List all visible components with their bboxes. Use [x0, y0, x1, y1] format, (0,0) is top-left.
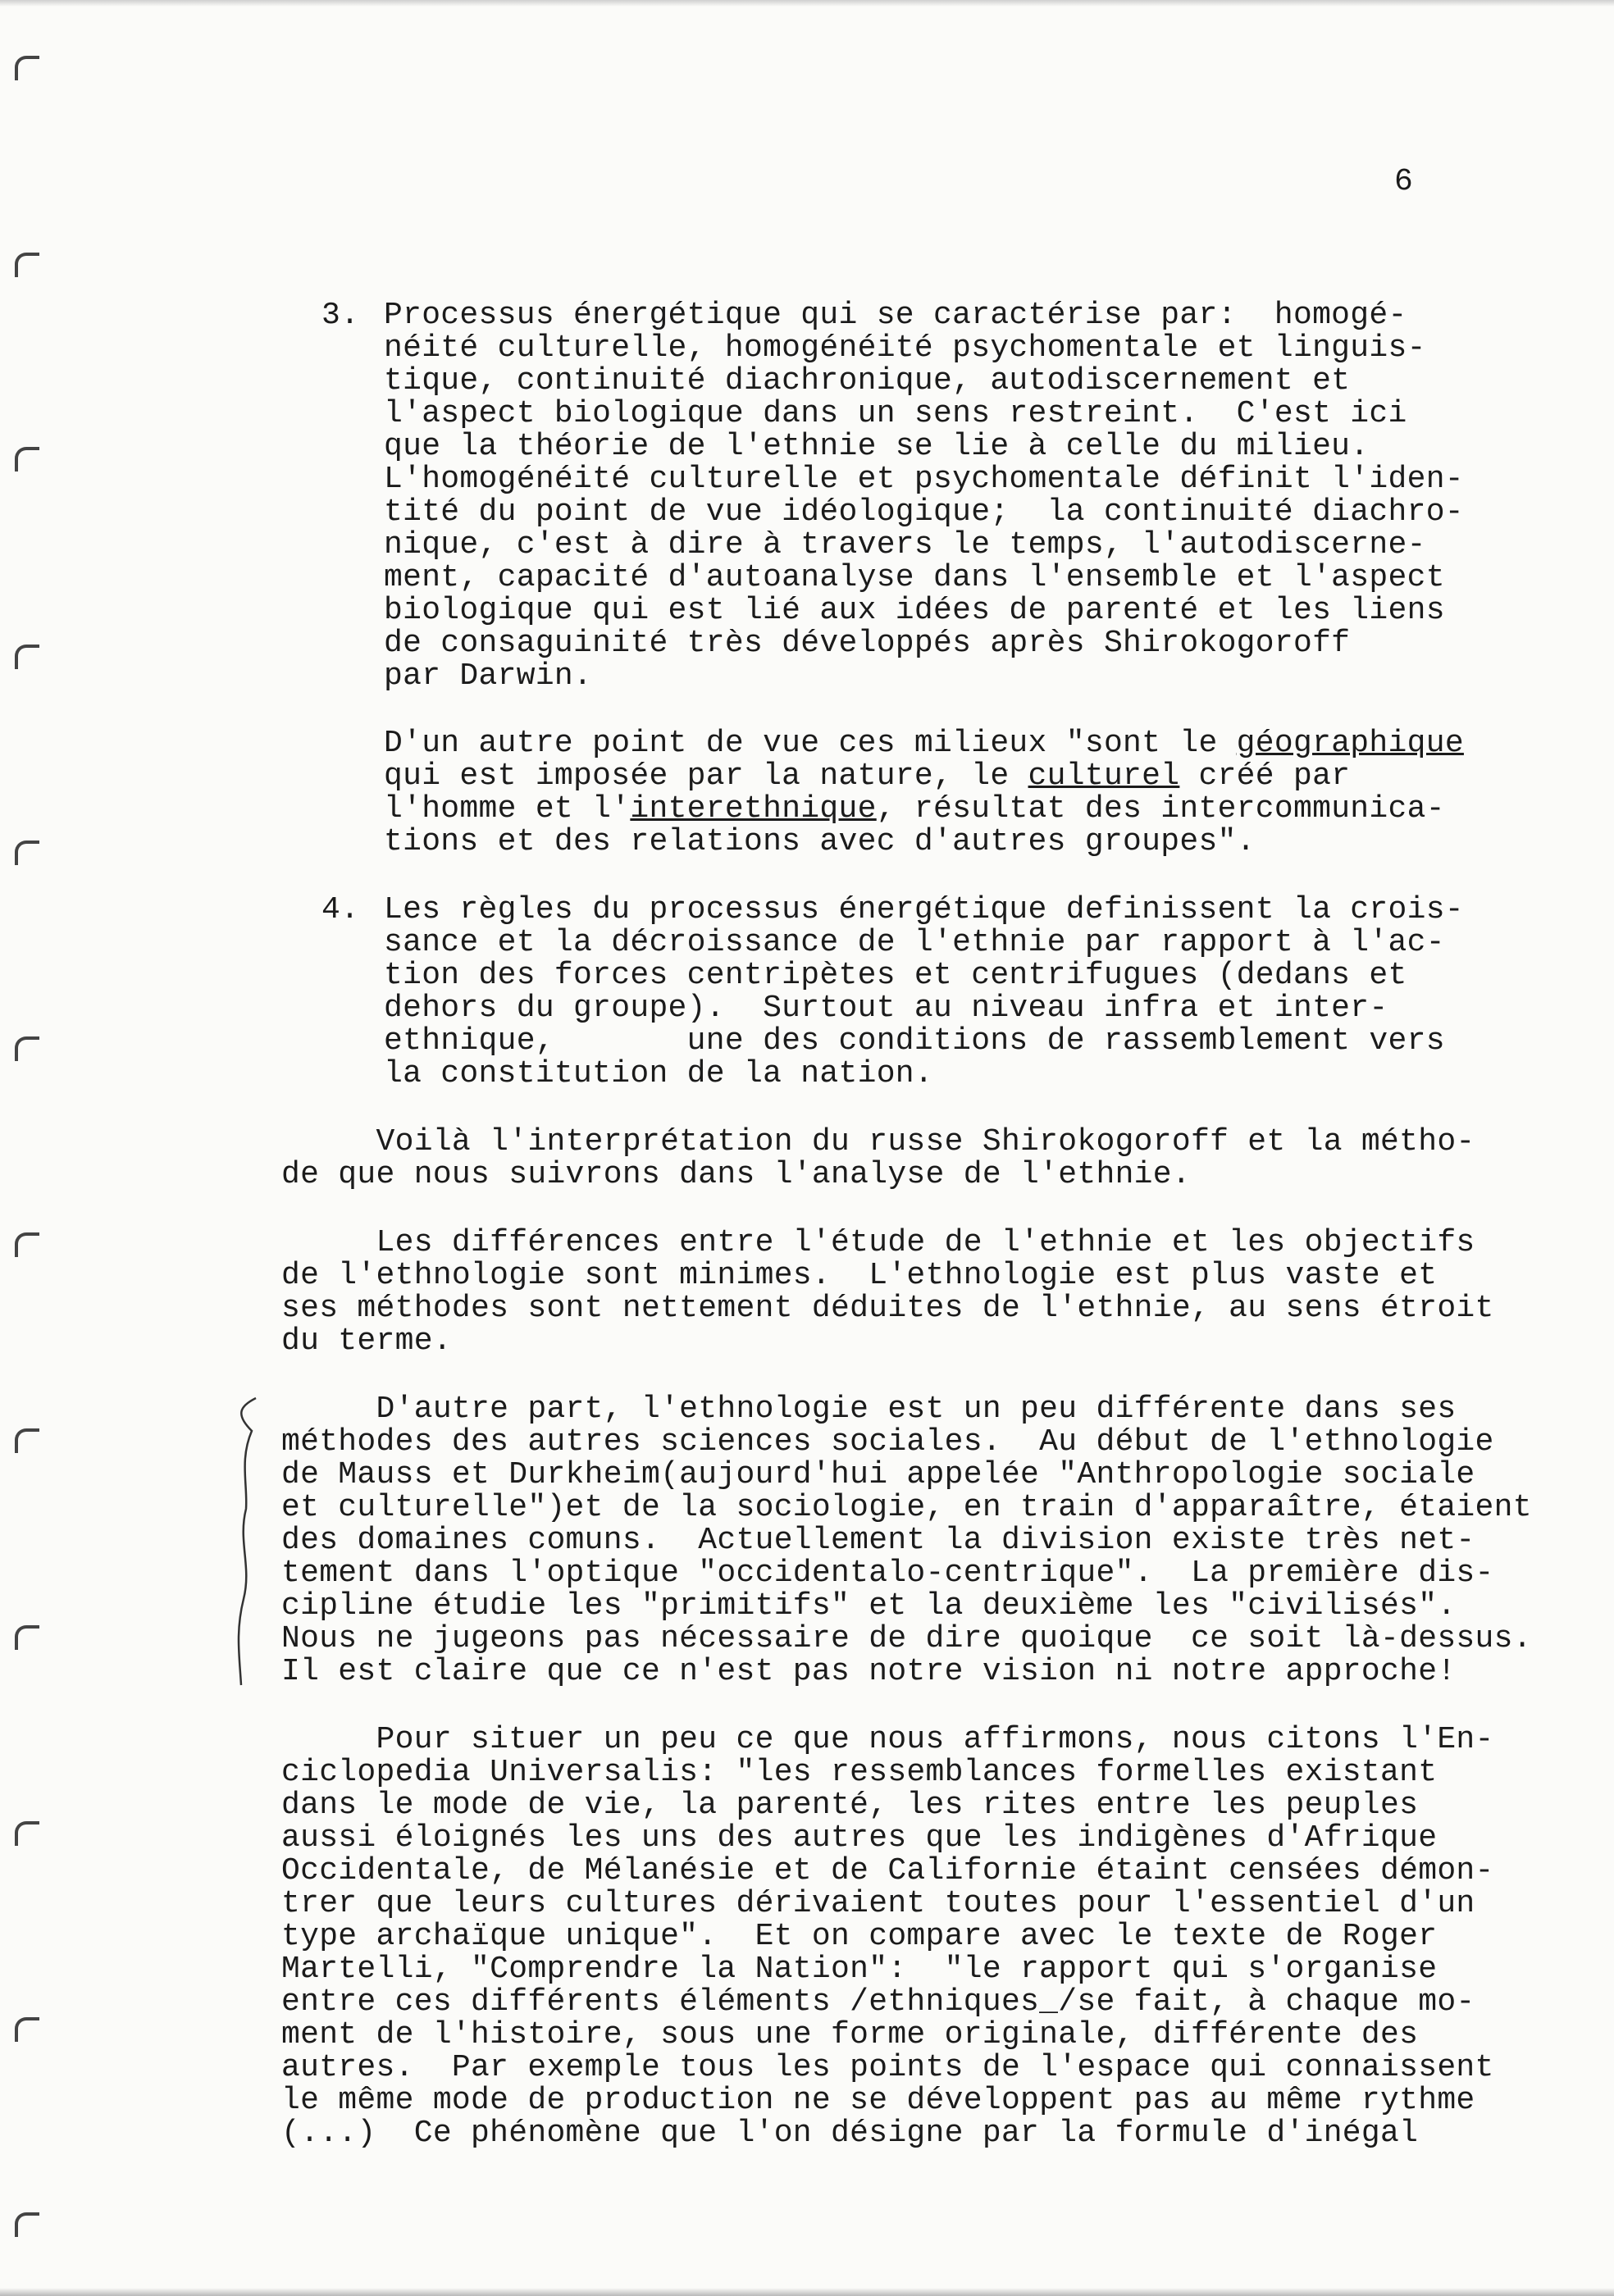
text-line: des domaines comuns. Actuellement la division existe très net-	[281, 1523, 1475, 1558]
text-line: le même mode de production ne se développent pas au même rythme	[281, 2083, 1475, 2118]
text-line: tion des forces centripètes et centrifugues (dedans et	[384, 958, 1407, 993]
text-line: Martelli, "Comprendre la Nation": "le rapport qui s'organise	[281, 1952, 1438, 1987]
text-line: méthodes des autres sciences sociales. Au début de l'ethnologie	[281, 1424, 1494, 1460]
text-line: sance et la décroissance de l'ethnie par rapport à l'ac-	[384, 925, 1445, 960]
text-line: Les différences entre l'étude de l'ethnie et les objectifs	[281, 1225, 1475, 1260]
underlined-term: interethnique	[630, 791, 877, 827]
text-line: autres. Par exemple tous les points de l'espace qui connaissent	[281, 2050, 1494, 2085]
text-line: Les règles du processus énergétique definissent la crois-	[384, 892, 1464, 927]
binder-hole-icon	[15, 1428, 39, 1453]
text-fragment: l'homme et l'	[384, 791, 631, 827]
text-line: aussi éloignés les uns des autres que les indigènes d'Afrique	[281, 1820, 1438, 1856]
binder-hole-icon	[15, 1821, 39, 1846]
binder-hole-icon	[15, 447, 39, 472]
text-line: tement dans l'optique "occidentalo-centrique". La première dis-	[281, 1556, 1494, 1591]
text-fragment: qui est imposée par la nature, le	[384, 758, 1028, 794]
text-fragment: D'un autre point de vue ces milieux "sont le	[384, 726, 1237, 761]
text-line: Voilà l'interprétation du russe Shirokogoroff et la métho-	[281, 1124, 1475, 1159]
text-line: tions et des relations avec d'autres groupes".	[384, 824, 1256, 859]
text-line: par Darwin.	[384, 658, 593, 694]
text-line: et culturelle")et de la sociologie, en train d'apparaître, étaient	[281, 1490, 1532, 1525]
text-line	[384, 793, 1445, 826]
binder-hole-icon	[15, 253, 39, 277]
binder-hole-icon	[15, 1625, 39, 1650]
text-fragment: , résultat des intercommunica-	[876, 791, 1445, 827]
text-fragment: créé par	[1179, 758, 1351, 794]
scan-bottom-edge	[0, 2288, 1614, 2296]
text-line	[384, 760, 1350, 793]
text-line: que la théorie de l'ethnie se lie à celle du milieu.	[384, 429, 1370, 464]
handwritten-bracket-icon	[231, 1394, 264, 1689]
text-line: ment, capacité d'autoanalyse dans l'ensemble et l'aspect	[384, 560, 1445, 595]
text-line: de que nous suivrons dans l'analyse de l'ethnie.	[281, 1157, 1191, 1192]
text-line: nique, c'est à dire à travers le temps, l'autodiscerne-	[384, 527, 1426, 563]
text-line: du terme.	[281, 1323, 452, 1359]
binder-hole-icon	[15, 840, 39, 865]
binder-hole-icon	[15, 2212, 39, 2237]
text-line: biologique qui est lié aux idées de parenté et les liens	[384, 593, 1445, 628]
binder-hole-icon	[15, 645, 39, 669]
text-line: tité du point de vue idéologique; la continuité diachro-	[384, 494, 1464, 530]
list-marker: 4.	[321, 892, 360, 927]
text-line: ciclopedia Universalis: "les ressemblances formelles existant	[281, 1755, 1438, 1790]
scan-top-edge	[0, 0, 1614, 7]
text-line: tique, continuité diachronique, autodiscernement et	[384, 363, 1351, 399]
text-line: ses méthodes sont nettement déduites de l'ethnie, au sens étroit	[281, 1291, 1494, 1326]
text-line: (...) Ce phénomène que l'on désigne par la formule d'inégal	[281, 2116, 1419, 2151]
binder-hole-icon	[15, 56, 39, 80]
text-line: de l'ethnologie sont minimes. L'ethnologie est plus vaste et	[281, 1258, 1438, 1293]
text-line: Il est claire que ce n'est pas notre vision ni notre approche!	[281, 1654, 1457, 1689]
text-line	[384, 727, 1464, 760]
binder-hole-icon	[15, 1232, 39, 1257]
text-line: L'homogénéité culturelle et psychomentale définit l'iden-	[384, 462, 1464, 497]
text-line: Nous ne jugeons pas nécessaire de dire quoique ce soit là-dessus.	[281, 1621, 1532, 1656]
list-marker: 3.	[321, 298, 360, 333]
text-line: ethnique, une des conditions de rassemblement vers	[384, 1023, 1445, 1059]
page-number: 6	[1394, 164, 1413, 199]
text-line: dans le mode de vie, la parenté, les rites entre les peuples	[281, 1788, 1419, 1823]
text-line: Processus énergétique qui se caractérise par: homogé-	[384, 298, 1407, 333]
underlined-term: géographique	[1236, 726, 1464, 761]
underlined-term: culturel	[1028, 758, 1180, 794]
text-line: la constitution de la nation.	[384, 1056, 934, 1091]
text-line: Pour situer un peu ce que nous affirmons, nous citons l'En-	[281, 1722, 1494, 1757]
text-line: Occidentale, de Mélanésie et de Californie étaint censées démon-	[281, 1853, 1494, 1888]
text-line: ment de l'histoire, sous une forme originale, différente des	[281, 2017, 1419, 2052]
text-line: de Mauss et Durkheim(aujourd'hui appelée "Anthropologie sociale	[281, 1457, 1475, 1492]
text-line: l'aspect biologique dans un sens restreint. C'est ici	[384, 396, 1407, 431]
binder-hole-icon	[15, 2017, 39, 2042]
text-line: trer que leurs cultures dérivaient toutes pour l'essentiel d'un	[281, 1886, 1475, 1921]
text-line: de consaguinité très développés après Shirokogoroff	[384, 626, 1351, 661]
text-line: cipline étudie les "primitifs" et la deuxième les "civilisés".	[281, 1588, 1457, 1624]
binder-hole-icon	[15, 1036, 39, 1061]
text-line: type archaïque unique". Et on compare avec le texte de Roger	[281, 1919, 1438, 1954]
text-line: entre ces différents éléments /ethniques_/se fait, à chaque mo-	[281, 1984, 1475, 2020]
text-line: néité culturelle, homogénéité psychomentale et linguis-	[384, 330, 1426, 366]
text-line: dehors du groupe). Surtout au niveau infra et inter-	[384, 991, 1388, 1026]
text-line: D'autre part, l'ethnologie est un peu différente dans ses	[281, 1392, 1457, 1427]
